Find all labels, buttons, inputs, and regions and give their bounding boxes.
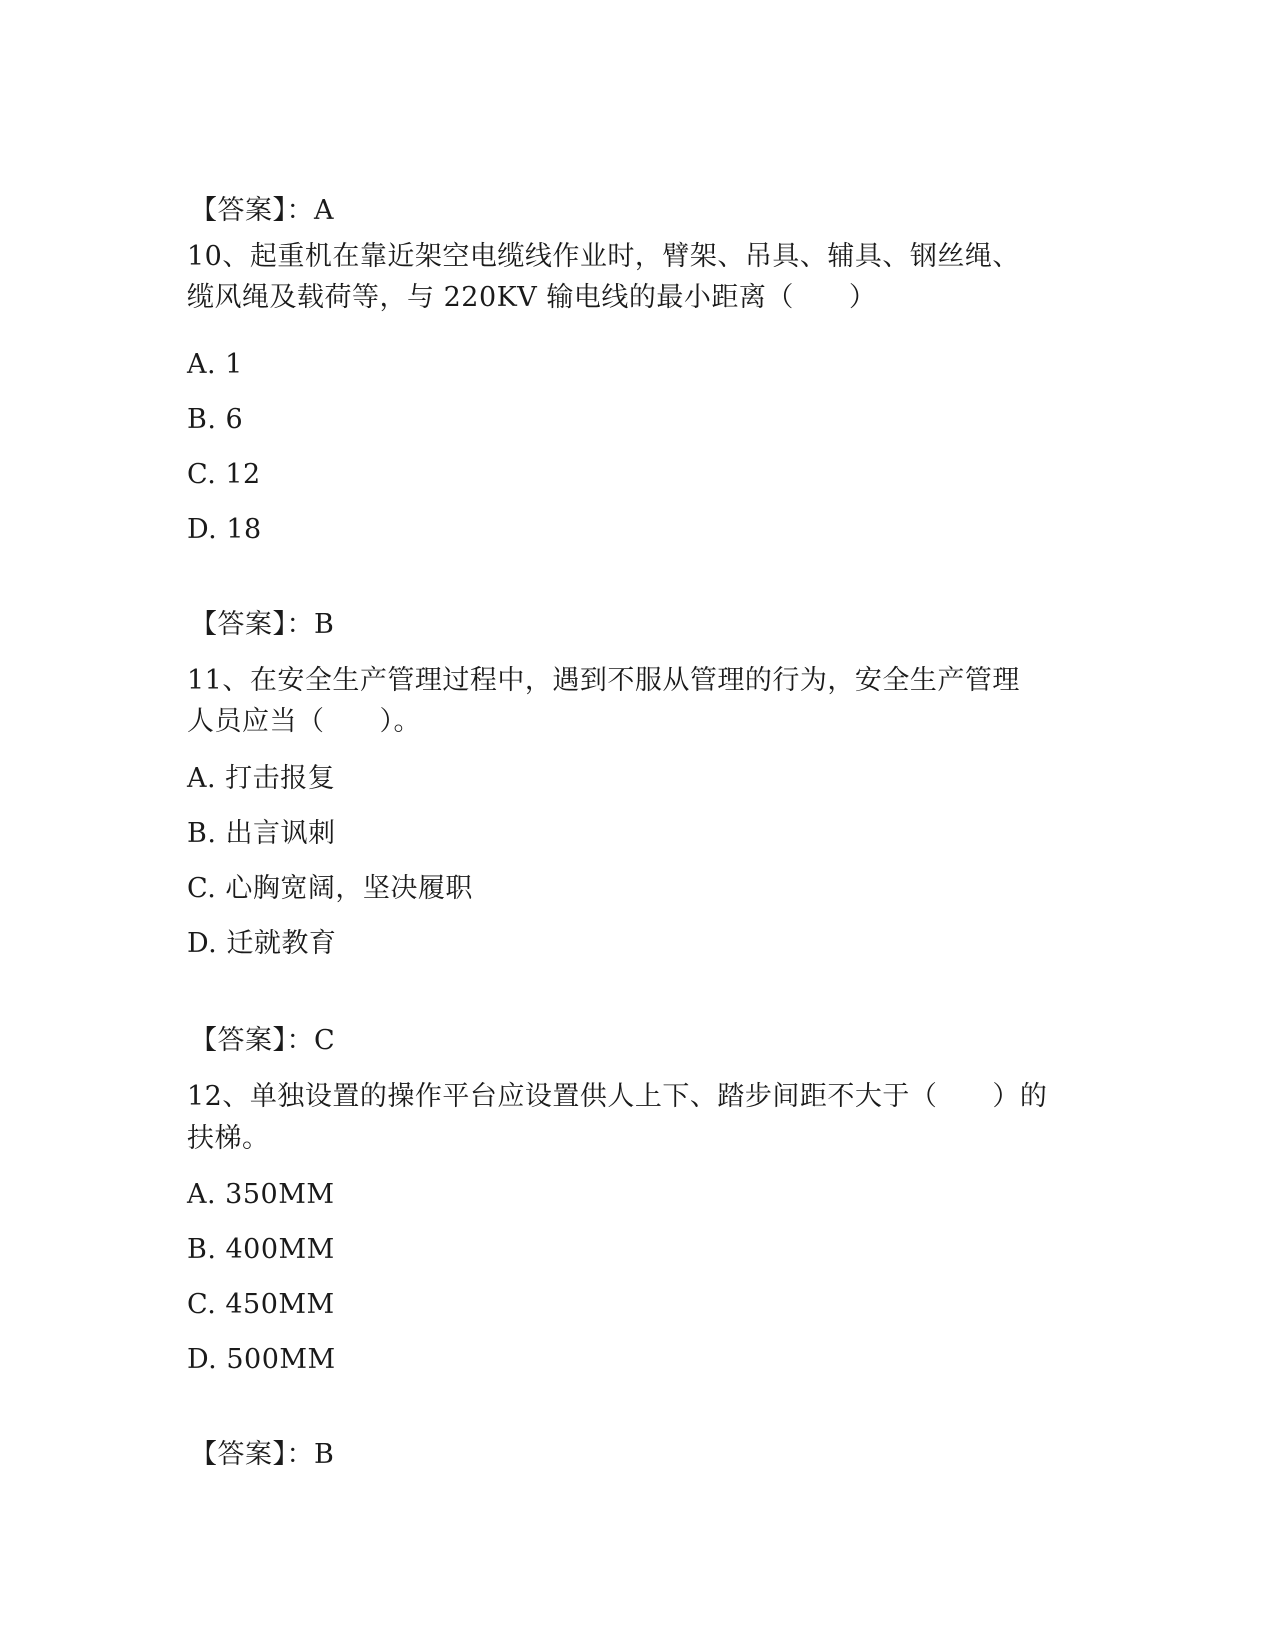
question-12-line-1: 12、单独设置的操作平台应设置供人上下、踏步间距不大于（ ）的 (187, 1081, 1048, 1112)
answer-10: 【答案】：B (190, 609, 335, 640)
question-10-line-1: 10、起重机在靠近架空电缆线作业时，臂架、吊具、辅具、钢丝绳、 (187, 241, 1020, 272)
question-12-line-2: 扶梯。 (187, 1123, 270, 1154)
question-11-line-1: 11、在安全生产管理过程中，遇到不服从管理的行为，安全生产管理 (187, 665, 1020, 696)
question-12-option-d: D. 500MM (187, 1344, 336, 1375)
answer-prev: 【答案】：A (190, 195, 334, 226)
answer-12: 【答案】：B (190, 1439, 335, 1470)
question-10-option-d: D. 18 (187, 514, 262, 545)
question-11-option-a: A. 打击报复 (187, 763, 336, 794)
question-10-option-b: B. 6 (187, 404, 244, 435)
question-11-option-c: C. 心胸宽阔，坚决履职 (187, 873, 473, 904)
question-11-line-2: 人员应当（ ）。 (187, 706, 421, 737)
question-11-option-d: D. 迁就教育 (187, 928, 337, 959)
question-10-option-c: C. 12 (187, 459, 261, 490)
answer-11: 【答案】：C (190, 1025, 336, 1056)
question-11-option-b: B. 出言讽刺 (187, 818, 336, 849)
question-12-option-b: B. 400MM (187, 1234, 335, 1265)
question-12-option-c: C. 450MM (187, 1289, 335, 1320)
question-10-option-a: A. 1 (187, 349, 243, 380)
question-10-line-2: 缆风绳及载荷等，与 220KV 输电线的最小距离（ ） (187, 282, 877, 313)
question-12-option-a: A. 350MM (187, 1179, 335, 1210)
